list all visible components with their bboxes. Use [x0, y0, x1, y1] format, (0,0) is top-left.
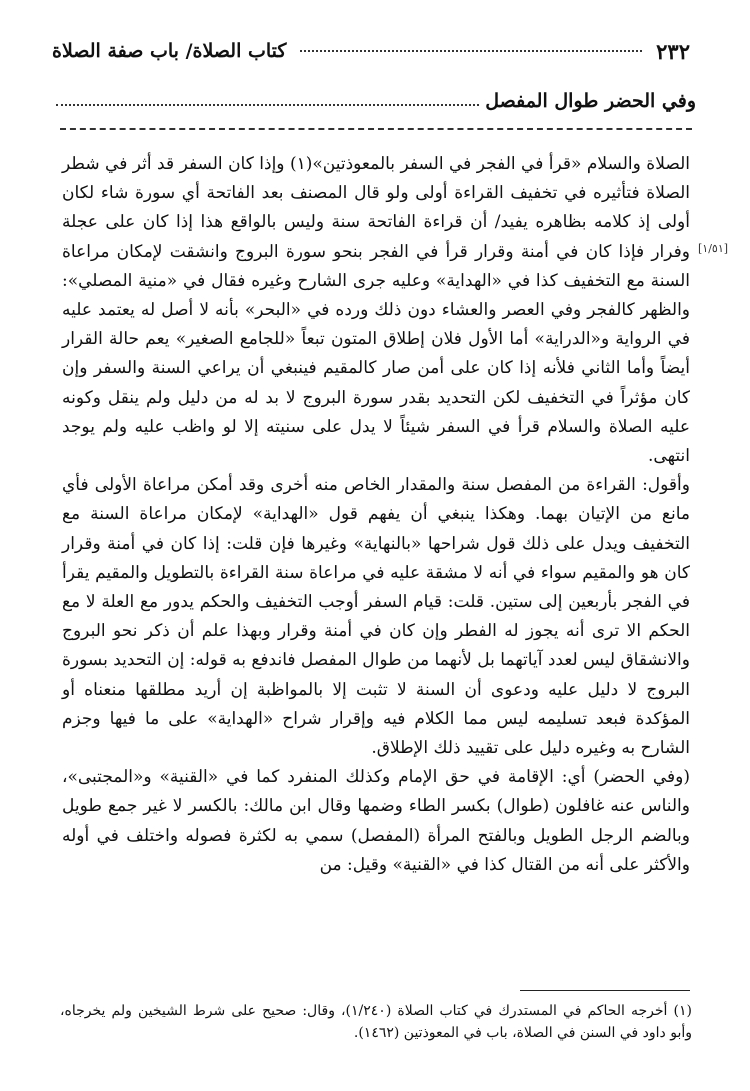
paragraph: (وفي الحضر) أي: الإقامة في حق الإمام وكذلك المنفرد كما في «القنية» و«المجتبى»، والناس عنه غافلون (طوال) بكسر الطاء وضمها وقال ابن مالك: بالكسر لا غير جمع طويل وبالضم الرجل الطويل وبالفتح المرأة (المفصل) سمي به لكثرة فصوله واختلف في أوله والأكثر على أنه من القتال كذا في «القنية» وقيل: من [62, 767, 690, 875]
footnote [60, 1000, 692, 1044]
margin-reference: [١/٥١] [698, 242, 729, 255]
matn-dotted-leader [56, 104, 479, 106]
page-number: ٢٣٢ [656, 38, 690, 64]
running-header [52, 36, 690, 66]
section-divider [60, 128, 692, 130]
matn-text: وفي الحضر طوال المفصل [485, 90, 696, 112]
paragraph: وأقول: القراءة من المفصل سنة والمقدار الخاص منه أخرى وقد أمكن مراعاة الأولى فأي مانع من الإتيان بهما. وهكذا ينبغي أن يفهم قول «الهداية» لإمكان مراعاة السنة مع التخفيف ويدل على ذلك قول شراحها «بالنهاية» وغيرها فإن قلت: إذا كان في أمنة وقرار كان هو والمقيم سواء في أنه لا مشقة عليه في مراعاة سنة القراءة بالتطويل والمقيم يقرأ في الفجر بأربعين إلى ستين. قلت: قيام السفر أوجب التخفيف والحكم يدور مع العلة لا مع الحكم الا ترى أنه يجوز له الفطر وإن كان في أمنة وقرار وبهذا علم أن ذكر نحو البروج والانشقاق ليس لعدد آياتهما بل لأنهما من طوال المفصل فاندفع به قوله: إن التحديد بسورة البروج لا دليل عليه ودعوى أن السنة لا تثبت إلا بالمواظبة إن أريد مطلقها منعناه أو المؤكدة فبعد تسليمه ليس مما الكلام فيه وإقرار شراح «الهداية» على ما فيها وجزم الشارح به وغيره دليل على تقييد ذلك الإطلاق. [62, 475, 690, 759]
header-dotted-leader [300, 50, 642, 52]
footnote-separator [520, 990, 690, 991]
chapter-title: كتاب الصلاة/ باب صفة الصلاة [52, 40, 287, 62]
footnote-text: (١) أخرجه الحاكم في المستدرك في كتاب الصلاة (١/٢٤٠)، وقال: صحيح على شرط الشيخين ولم يخرجاه، وأبو داود في السنن في الصلاة، باب في المعوذتين (١٤٦٢). [60, 1003, 692, 1041]
matn-line [56, 86, 696, 112]
commentary-body [62, 150, 690, 880]
paragraph: الصلاة والسلام «قرأ في الفجر في السفر بالمعوذتين»(١) وإذا كان السفر قد أثر في شطر الصلاة فتأثيره في تخفيف القراءة أولى ولو قال المصنف بعد الفاتحة أي سورة شاء لكان أولى إذ كلامه بظاهره يفيد/ أن قراءة الفاتحة سنة وليس بالواقع هذا إذا كان على عجلة وفرار فإذا كان في أمنة وقرار قرأ في الفجر بنحو سورة البروج وانشقت لإمكان مراعاة السنة مع التخفيف كذا في «الهداية» وعليه جرى الشارح وغيره فقال في «منية المصلي»: والظهر كالفجر وفي العصر والعشاء دون ذلك ورده في «البحر» بأنه لا أصل له يعتمد عليه في الرواية و«الدراية» أما الأول فلان إطلاق المتون تبعاً «للجامع الصغير» يعم حالة القرار أيضاً وأما الثاني فلأنه إذا كان على أمن صار كالمقيم فينبغي أن يراعي السنة والسفر وإن كان مؤثراً في التخفيف لكن التحديد بقدر سورة البروج لا بد له من دليل ولم ينقل وكونه عليه الصلاة والسلام قرأ في السفر شيئاً لا يدل على سنيته إلا لو واظب عليه ولم يوجد انتهى. [62, 154, 690, 467]
